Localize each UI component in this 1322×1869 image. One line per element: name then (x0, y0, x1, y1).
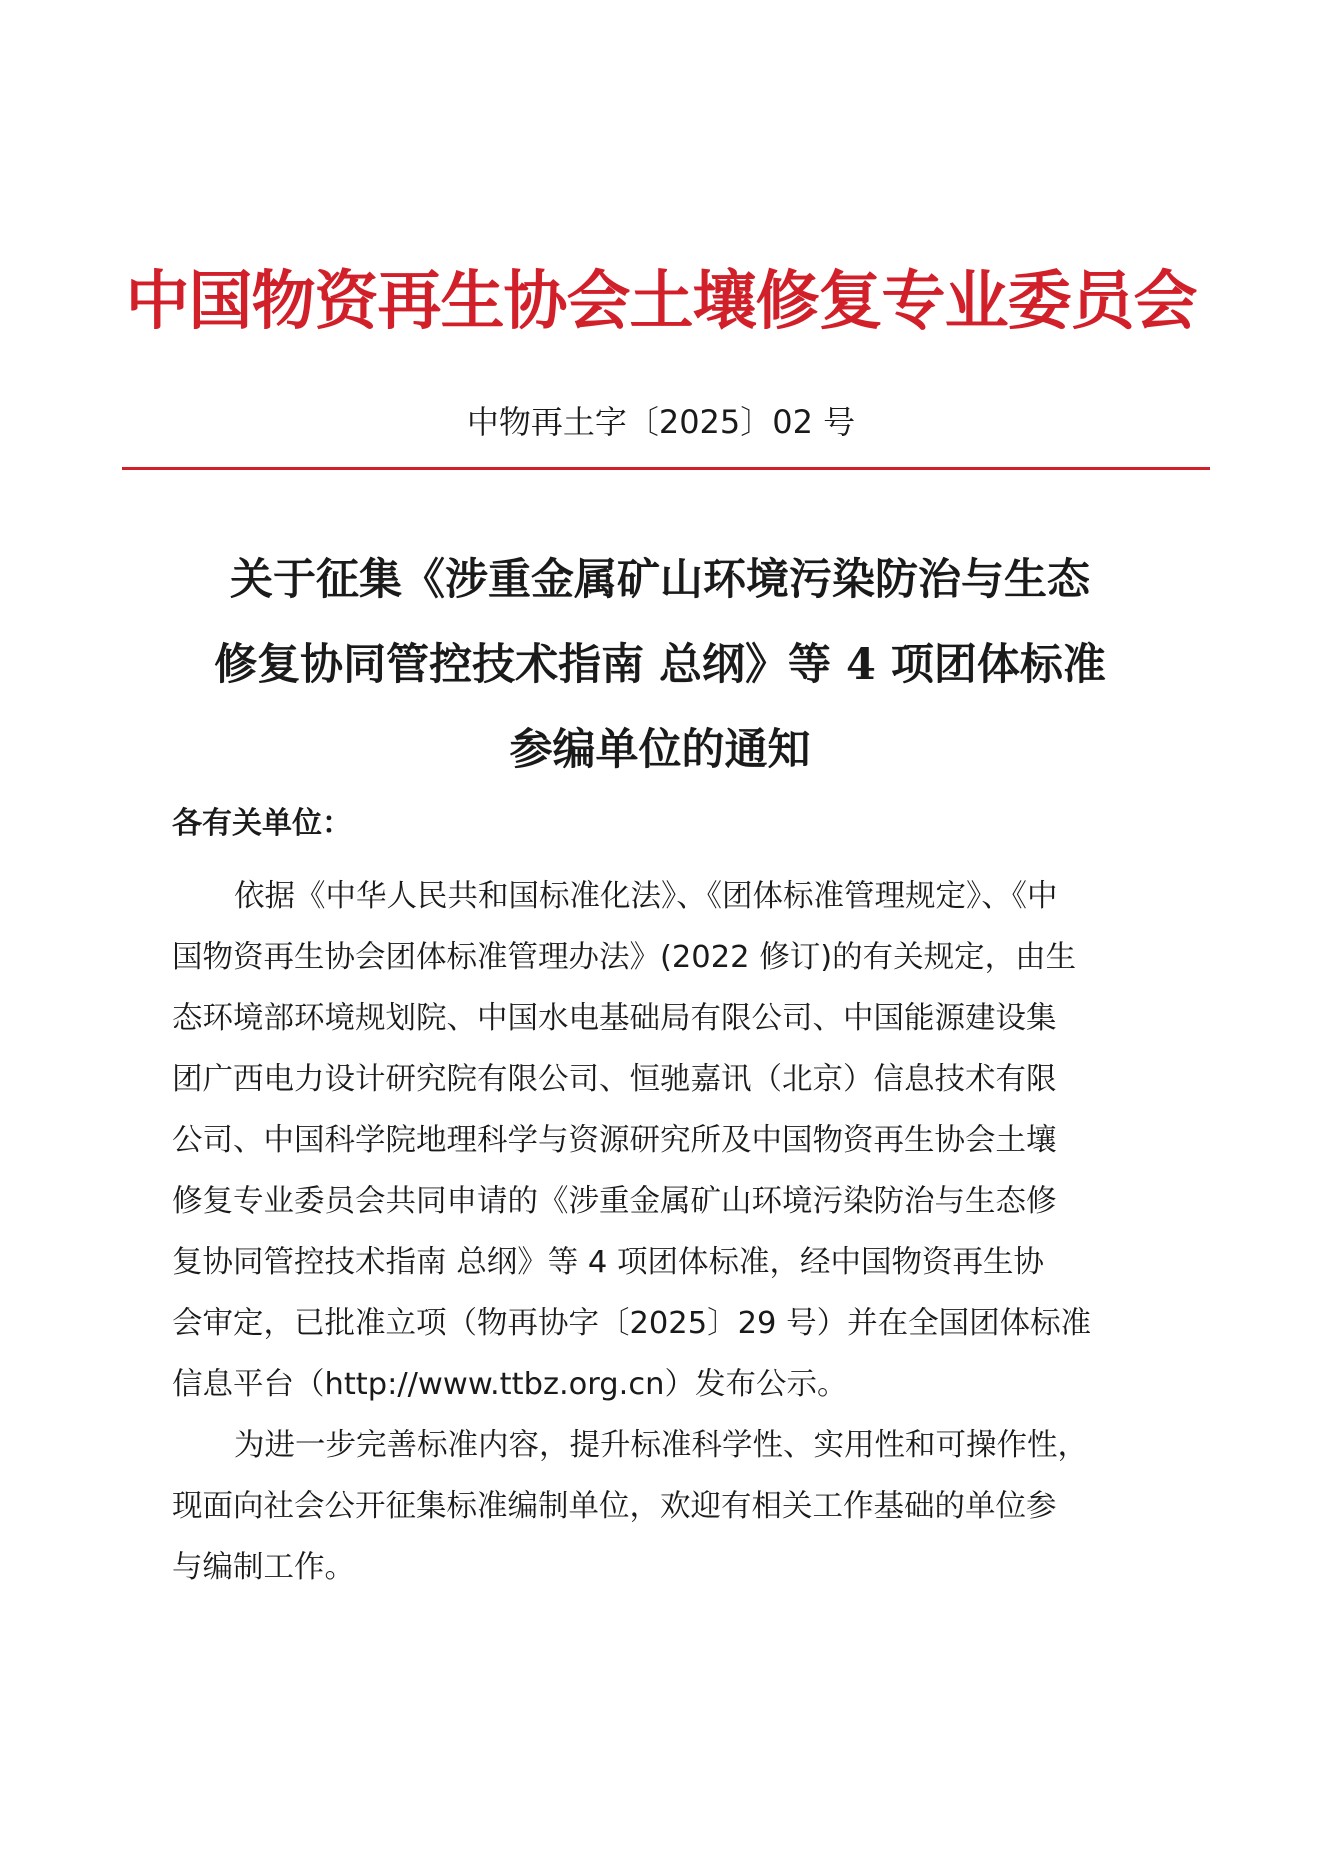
organization-header: 中国物资再生协会土壤修复专业委员会 (125, 264, 1197, 339)
paragraph-line: 依据《中华人民共和国标准化法》、《团体标准管理规定》、《中 (234, 879, 1058, 914)
paragraph-line: 团广西电力设计研究院有限公司、恒驰嘉讯（北京）信息技术有限 (172, 1062, 1057, 1097)
paragraph-line: 修复专业委员会共同申请的《涉重金属矿山环境污染防治与生态修 (172, 1184, 1057, 1219)
paragraph-line: 复协同管控技术指南 总纲》等 4 项团体标准，经中国物资再生协 (172, 1245, 1044, 1280)
notice-title (160, 538, 1160, 793)
paragraph-line: 国物资再生协会团体标准管理办法》(2022 修订)的有关规定，由生 (172, 940, 1077, 975)
paragraph-line: 为进一步完善标准内容，提升标准科学性、实用性和可操作性， (234, 1428, 1088, 1463)
header-divider (122, 467, 1210, 470)
paragraph-line: 态环境部环境规划院、中国水电基础局有限公司、中国能源建设集 (172, 1001, 1057, 1036)
title-line: 修复协同管控技术指南 总纲》等 4 项团体标准 (214, 640, 1106, 690)
paragraph-line: 信息平台（http://www.ttbz.org.cn）发布公示。 (172, 1367, 848, 1402)
paragraph-line: 会审定，已批准立项（物再协字〔2025〕29 号）并在全国团体标准 (172, 1306, 1092, 1341)
salutation: 各有关单位： (172, 806, 352, 841)
paragraph-2 (172, 1415, 1162, 1598)
paragraph-1 (172, 866, 1162, 1415)
paragraph-line: 与编制工作。 (172, 1550, 355, 1585)
body-text (172, 866, 1162, 1598)
paragraph-line: 现面向社会公开征集标准编制单位，欢迎有相关工作基础的单位参 (172, 1489, 1057, 1524)
paragraph-line: 公司、中国科学院地理科学与资源研究所及中国物资再生协会土壤 (172, 1123, 1057, 1158)
title-line: 关于征集《涉重金属矿山环境污染防治与生态 (230, 555, 1090, 605)
document-number: 中物再土字〔2025〕02 号 (466, 403, 856, 441)
title-line: 参编单位的通知 (509, 725, 811, 775)
